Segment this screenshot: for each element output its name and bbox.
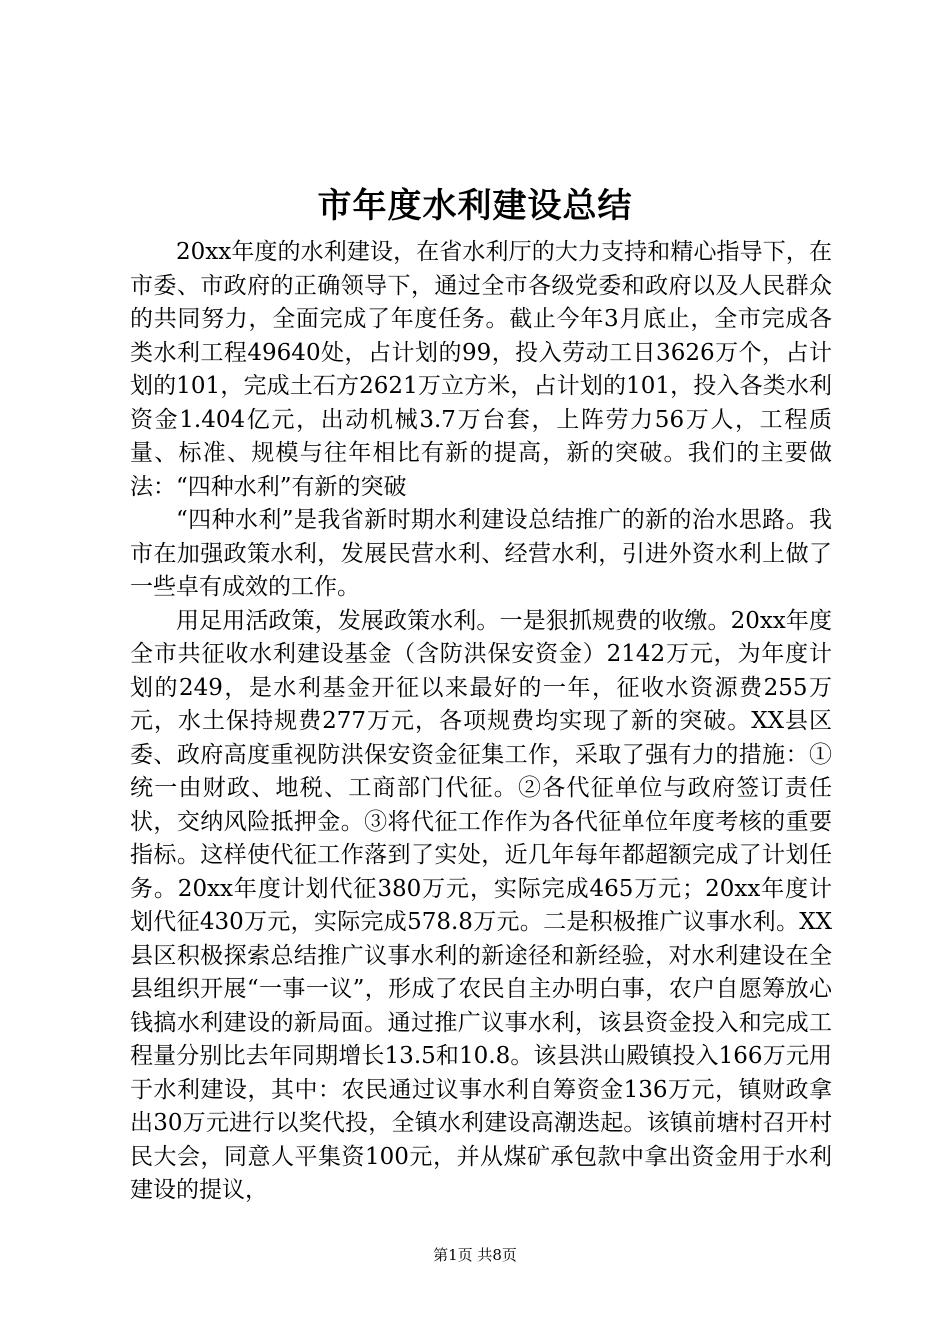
document-body (130, 236, 832, 1208)
paragraph-summary: 20xx年度的水利建设，在省水利厅的大力支持和精心指导下，在市委、市政府的正确领导下，通过全市各级党委和政府以及人民群众的共同努力，全面完成了年度任务。截止今年3月底止，全市完成各类水利工程49640处，占计划的99，投入劳动工日3626万个，占计划的101，完成土石方2621万立方米，占计划的101，投入各类水利资金1.404亿元，出动机械3.7万台套，上阵劳力56万人，工程质量、标准、规模与往年相比有新的提高，新的突破。我们的主要做法：“四种水利”有新的突破 (130, 239, 832, 500)
document-title: 市年度水利建设总结 (317, 186, 633, 226)
paragraph-policy-water: 用足用活政策，发展政策水利。一是狠抓规费的收缴。20xx年度全市共征收水利建设基金（含防洪保安资金）2142万元，为年度计划的249，是水利基金开征以来最好的一年，征收水资源费255万元，水土保持规费277万元，各项规费均实现了新的突破。XX县区委、政府高度重视防洪保安资金征集工作，采取了强有力的措施：①统一由财政、地税、工商部门代征。②各代征单位与政府签订责任状，交纳风险抵押金。③将代征工作作为各代征单位年度考核的重要指标。这样使代征工作落到了实处，近几年每年都超额完成了计划任务。20xx年度计划代征380万元，实际完成465万元；20xx年度计划代征430万元，实际完成578.8万元。二是积极推广议事水利。XX县区积极探索总结推广议事水利的新途径和新经验，对水利建设在全县组织开展“一事一议”，形成了农民自主办明白事，农户自愿筹放心钱搞水利建设的新局面。通过推广议事水利，该县资金投入和完成工程量分别比去年同期增长13.5和10.8。该县洪山殿镇投入166万元用于水利建设，其中：农民通过议事水利自筹资金136万元，镇财政拿出30万元进行以奖代投，全镇水利建设高潮迭起。该镇前塘村召开村民大会，同意人平集资100元，并从煤矿承包款中拿出资金用于水利建设的提议， (130, 607, 832, 1203)
paragraph-four-water-concepts: “四种水利”是我省新时期水利建设总结推广的新的治水思路。我市在加强政策水利，发展民营水利、经营水利，引进外资水利上做了一些卓有成效的工作。 (130, 507, 832, 600)
page-number-footer: 第1页 共8页 (433, 1246, 517, 1264)
